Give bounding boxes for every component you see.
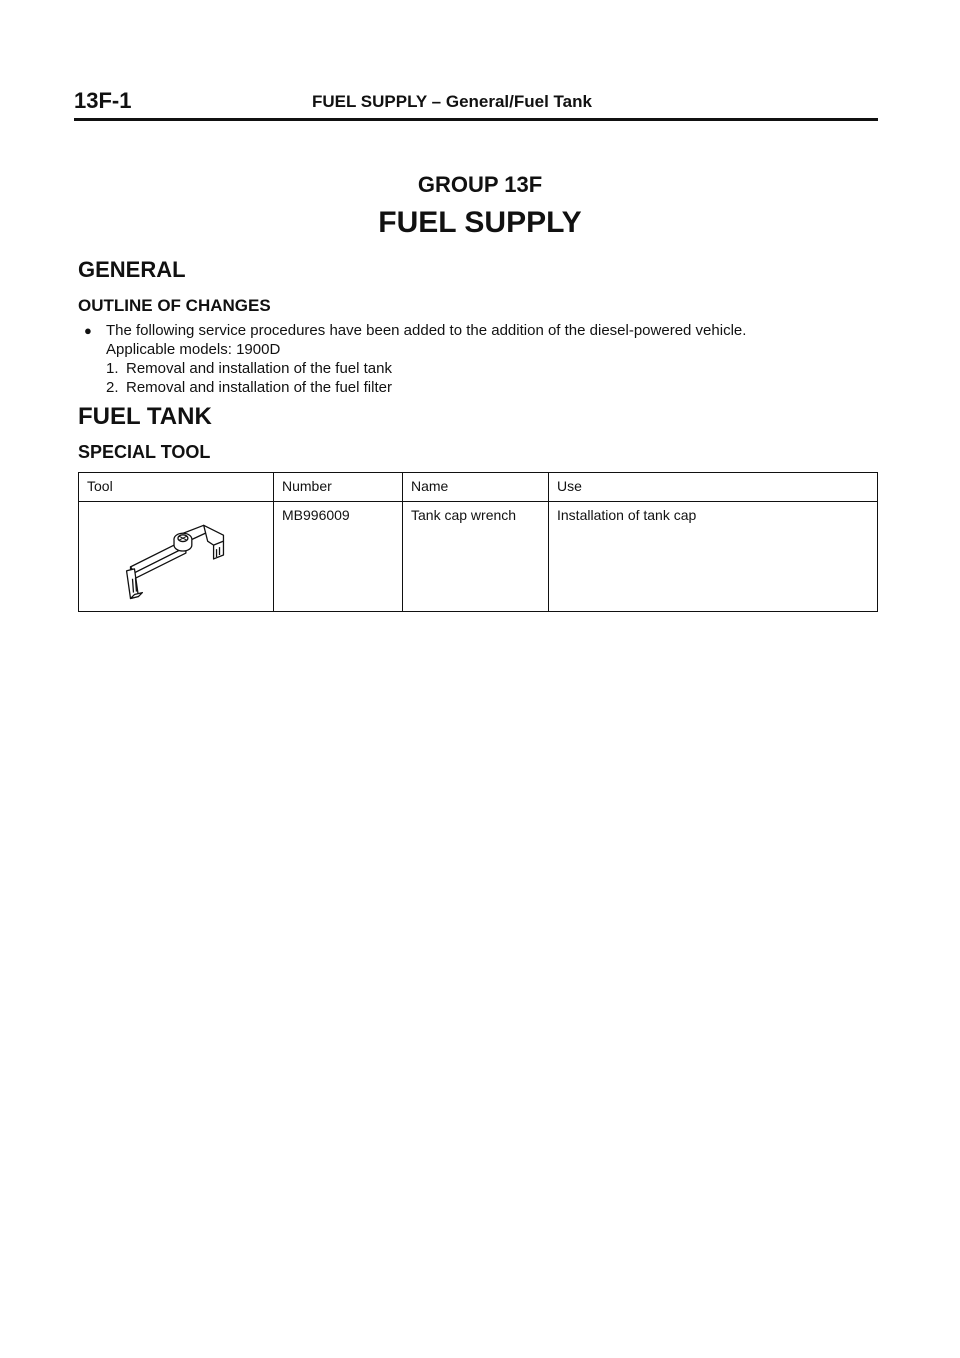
tool-cell xyxy=(79,502,274,612)
tank-cap-wrench-icon xyxy=(87,507,265,603)
fuel-tank-heading: FUEL TANK xyxy=(78,403,212,430)
special-tool-table xyxy=(78,472,878,612)
applicable-models: Applicable models: 1900D xyxy=(106,341,281,358)
page-number: 13F-1 xyxy=(74,88,132,113)
column-header-number: Number xyxy=(274,473,403,502)
column-header-use: Use xyxy=(549,473,878,502)
tool-name: Tank cap wrench xyxy=(403,502,549,612)
list-item-text: Removal and installation of the fuel filter xyxy=(126,379,392,396)
group-title: GROUP 13F xyxy=(417,172,543,197)
list-item xyxy=(84,378,746,397)
tool-number: MB996009 xyxy=(274,502,403,612)
outline-heading: OUTLINE OF CHANGES xyxy=(78,296,271,315)
list-item-number: 1. xyxy=(106,360,119,377)
outline-body xyxy=(84,321,746,397)
chapter-title: FUEL SUPPLY xyxy=(378,206,582,239)
bullet-text: The following service procedures have been added to the addition of the diesel-powered vehicle. xyxy=(106,322,747,339)
list-item-number: 2. xyxy=(106,379,119,396)
bullet-icon: ● xyxy=(84,323,92,338)
list-item xyxy=(84,359,746,378)
general-heading: GENERAL xyxy=(78,257,186,282)
section-title: FUEL SUPPLY – General/Fuel Tank xyxy=(312,92,592,111)
column-header-tool: Tool xyxy=(79,473,274,502)
table-header-row xyxy=(79,473,878,502)
bullet-item xyxy=(84,321,746,340)
header-rule xyxy=(74,118,878,121)
list-item-text: Removal and installation of the fuel tank xyxy=(126,360,392,377)
table-row xyxy=(79,502,878,612)
special-tool-heading: SPECIAL TOOL xyxy=(78,442,211,462)
column-header-name: Name xyxy=(403,473,549,502)
tool-use: Installation of tank cap xyxy=(549,502,878,612)
